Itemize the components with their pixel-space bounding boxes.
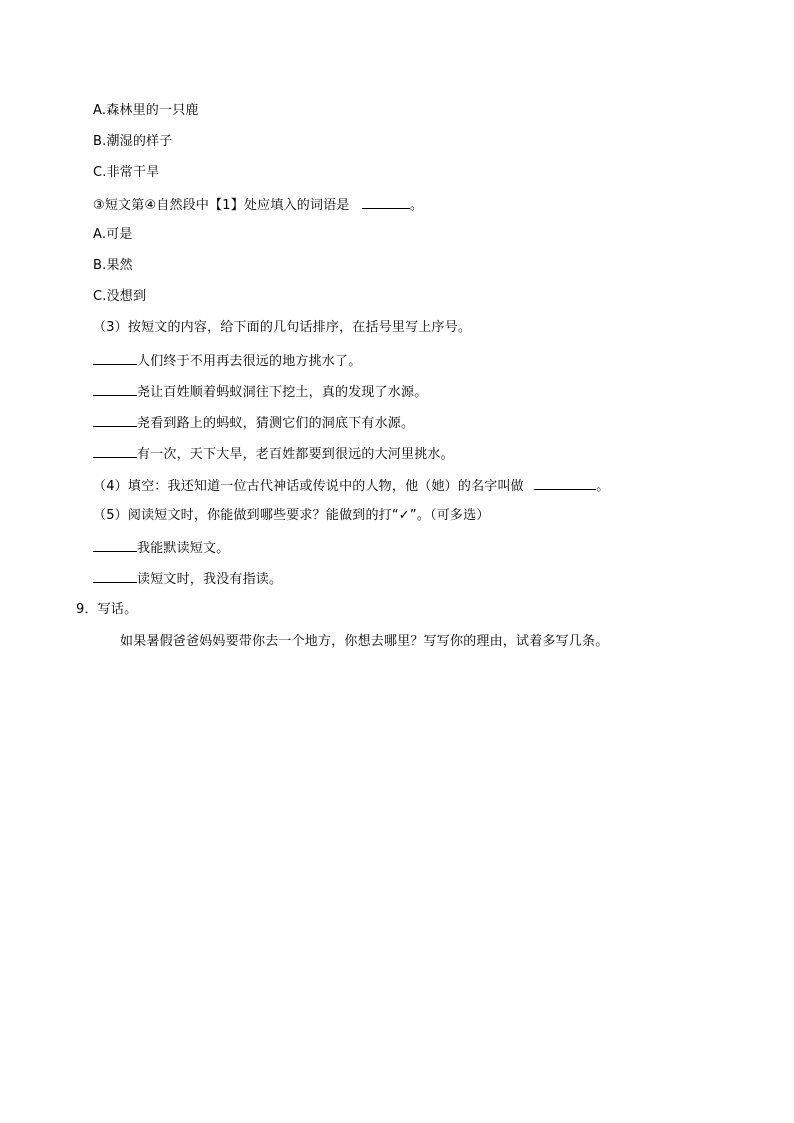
name-blank[interactable]	[534, 477, 596, 490]
question-4-prompt: （4）填空：我还知道一位古代神话或传说中的人物，他（她）的名字叫做	[93, 479, 524, 494]
check-item-2	[93, 570, 282, 588]
order-item-4	[93, 445, 454, 463]
option-c-meixiangdao: C.没想到	[93, 289, 147, 304]
order-item-text: 尧看到路上的蚂蚁，猜测它们的洞底下有水源。	[137, 416, 415, 431]
option-c-drought: C.非常干旱	[93, 165, 160, 180]
option-b-damp: B.潮湿的样子	[93, 134, 173, 149]
sub-question-3-period: 。	[409, 198, 424, 213]
order-blank[interactable]	[93, 352, 137, 365]
question-9-body: 如果暑假爸爸妈妈要带你去一个地方，你想去哪里？写写你的理由，试着多写几条。	[120, 634, 609, 649]
question-4-period: 。	[596, 479, 610, 494]
order-item-text: 人们终于不用再去很远的地方挑水了。	[137, 354, 362, 369]
check-blank[interactable]	[93, 539, 137, 552]
question-3-prompt: （3）按短文的内容，给下面的几句话排序，在括号里写上序号。	[93, 320, 472, 335]
sub-question-3-prompt: ③短文第④自然段中【1】处应填入的词语是	[93, 198, 350, 213]
order-item-3	[93, 414, 414, 432]
question-4	[93, 477, 609, 495]
question-5-prompt: （5）阅读短文时，你能做到哪些要求？能做到的打“✓”。（可多选）	[93, 508, 490, 523]
order-item-2	[93, 383, 427, 401]
option-b-guoran: B.果然	[93, 258, 133, 273]
order-item-text: 有一次，天下大旱，老百姓都要到很远的大河里挑水。	[137, 447, 454, 462]
option-a-kesi: A.可是	[93, 227, 133, 242]
order-blank[interactable]	[93, 383, 137, 396]
check-blank[interactable]	[93, 570, 137, 583]
sub-question-3	[93, 196, 423, 214]
option-a-deer: A.森林里的一只鹿	[93, 103, 199, 118]
check-item-1	[93, 539, 229, 557]
question-9-title: 9．写话。	[76, 602, 138, 617]
order-blank[interactable]	[93, 445, 137, 458]
check-item-text: 读短文时，我没有指读。	[137, 572, 283, 587]
answer-blank[interactable]	[362, 196, 410, 209]
check-item-text: 我能默读短文。	[137, 541, 230, 556]
order-item-text: 尧让百姓顺着蚂蚁洞往下挖土，真的发现了水源。	[137, 385, 428, 400]
order-item-1	[93, 352, 361, 370]
order-blank[interactable]	[93, 414, 137, 427]
